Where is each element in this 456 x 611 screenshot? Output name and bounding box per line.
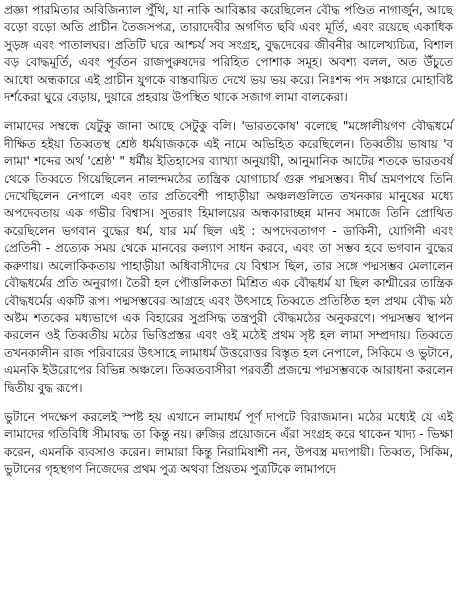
- paragraph-2: লামাদের সম্বন্ধে যেটুকু জানা আছে সেটুকু বলি। 'ভারতকোষ' বলেছে "মঙ্গোলীয়গণ বৌদ্ধধর্মে দীক্ষিত হইয়া তিব্বতস্থ শ্রেষ্ঠ ধর্মযাজককে এই নামে অভিহিত করেছিলেন। তিব্বতীয় ভাষায় 'ব লামা' শব্দের অর্থ 'শ্রেষ্ঠ' " ধর্মীয় ইতিহাসের ব্যাখ্যা অনুযায়ী, আনুমানিক আটের শতকে ভারতবর্ষ থেকে তিব্বতে গিয়েছিলেন নালন্দমঠের তান্ত্রিক যোগাচার্য গুরু পদ্মসম্ভব। দীর্ঘ ভ্রমণপথে তিনি দেখেছিলেন নেপালে এবং তার প্রতিবেশী পাহাড়ীয়া অঞ্চলগুলিতে তখনকার মানুষের মধ্যে অপদেবতায় এক গভীর বিশ্বাস। সুতরাং হিমালয়ের অন্ধকারাচ্ছন্ন মানব সমাজে তিনি প্রোথিত করেছিলেন ভগবান বুদ্ধের ধর্ম, যার মর্ম ছিল এই : অপদেবতাগণ - ডাকিনী, যোগিনী এবং প্রেতিনী - প্রত্যেক সময় থেকে মানবের কল্যাণ সাধন করবে, এবং তা সম্ভব হবে ভগবান বুদ্ধের করুণায়। অলোকিকতায় পাহাড়ীয়া অধিবাসীদের যে বিশ্বাস ছিল, তার সঙ্গে পদ্মসম্ভব মেলালেন বৌদ্ধধর্মের প্রতি অনুরাগ। তৈরী হল পৌত্তলিকতা মিশ্রিত এক বৌদ্ধধর্ম যা ছিল কাশ্মীরের তান্ত্রিক বৌদ্ধধর্মের একটি রূপ। পদ্মসম্ভবের আগ্রহে এবং উৎসাহে তিব্বতে প্রতিষ্ঠিত হল প্রথম বৌদ্ধ মঠ অষ্টম শতকের মধ্যভাগে এক বিহারের সুপ্রসিদ্ধ তন্ত্রপুরী বৌদ্ধমঠের অনুকরণে। পদ্মসম্ভব স্থাপন করলেন ওই তিব্বতীয় মঠের ভিত্তিপ্রস্তর এবং ওই মঠেই প্রথম সৃষ্ট হল লামা সম্প্রদায়। তিব্বতে তখনকালীন রাজ পরিবারের উৎসাহে লামাধর্ম উত্তরোত্তর বিস্তৃত হল নেপালে, সিকিমে ও ভুটানে, এমনকি ইউরোপের বিভিন্ন অঞ্চলে। তিব্বতবাসীরা পরবর্তী প্রজন্মে পদ্মসম্ভবকে আরাধনা করলেন দ্বিতীয় বুদ্ধ রূপে।: [4, 119, 453, 395]
- paragraph-1: প্রজ্ঞা পারমিতার অবিজিন্যাল পুঁথি, যা নাকি আবিষ্কার করেছিলেন বৌদ্ধ পণ্ডিত নাগার্জুন, আছে বড়ো বড়ো অতি প্রাচীন তৈজসপত্র, তারাদেবীর অগণিত ছবি এবং মূর্তি, এবং রয়েছে একাধিক সুড়ঙ্গ এবং পাতালঘর। প্রতিটি ঘরে আশ্চর্য সব সংগ্রহ, বুদ্ধদেবের জীবনীর আলেখ্যচিত্র, বিশাল বড় বোদ্ধমূর্তি, এবং পূর্বতন রাজপুরুষদের পরিহিত পোশাক সমূহ। অবশ্য বলল, অত উঁচুতে আধো অন্ধকারে এই প্রাচীন যুগকে বাস্তবায়িত দেখে ভয় ভয় করে। নিঃশব্দ পদ সঞ্চারে মোহাবিষ্ট দর্শকেরা ঘুরে বেড়ায়, দুয়ারে প্রহরায় উপস্থিত থাকে সজাগ লামা বালকেরা।: [4, 3, 453, 105]
- paragraph-gap: [4, 106, 453, 118]
- paragraph-3: ভুটানে পদক্ষেপ করলেই স্পষ্ট হয় এখানে লামাধর্ম পূর্ণ দাপটে বিরাজমান। মঠের মধ্যেই যে এই লামাদের গতিবিধি সীমাবদ্ধ তা কিন্তু নয়। রুজির প্রয়োজনে এঁরা সংগ্রহ করে থাকেন খাদ্য - ভিক্ষা করেন, এমনকি ব্যবসাও করেন। লামারা কিন্তু নিরামিষাশী নন, উপবস্ত্র মদ্যপায়ী। তিব্বত, সিকিম, ভুটানের গৃহস্থগণ নিজেদের প্রথম পুত্র অথবা প্রিয়তম পুত্রটিকে লামাপদে: [4, 409, 453, 477]
- paragraph-gap: [4, 397, 453, 409]
